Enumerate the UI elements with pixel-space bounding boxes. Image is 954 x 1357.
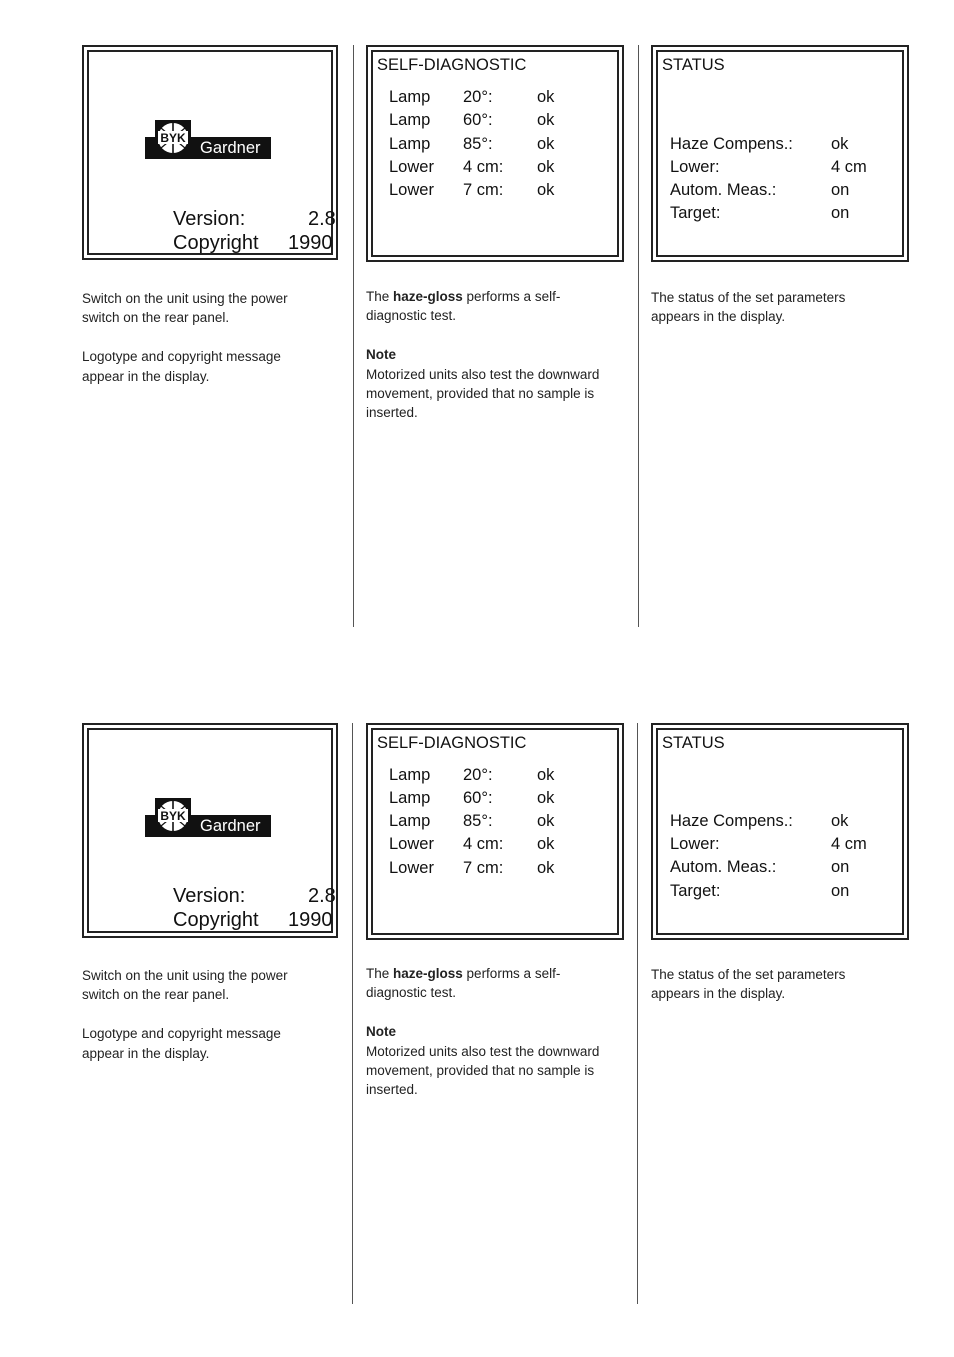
byk-logo-icon (155, 798, 191, 834)
column-divider-right (638, 45, 639, 627)
self-diagnostic-display: SELF-DIAGNOSTIC Lamp 20°: ok Lamp 60°: ok Lamp 85°: ok Lower 4 cm: ok Lower 7 cm: ok (366, 45, 624, 262)
copyright-label: Copyright (173, 232, 259, 254)
status-display: STATUS Haze Compens.: ok Lower: 4 cm Autom. Meas.: on Target: on (651, 723, 909, 940)
logo-gardner-text: Gardner (200, 817, 261, 835)
status-display: STATUS Haze Compens.: ok Lower: 4 cm Autom. Meas.: on Target: on (651, 45, 909, 262)
self-diagnostic-title: SELF-DIAGNOSTIC (377, 734, 527, 752)
version-value: 2.8 (308, 885, 336, 907)
svg-text:BYK: BYK (160, 809, 186, 823)
self-diagnostic-title: SELF-DIAGNOSTIC (377, 56, 527, 74)
logo-gardner-text: Gardner (200, 139, 261, 157)
status-description: The status of the set parameters appears in the display. (651, 290, 846, 325)
column-divider-left (352, 723, 353, 1304)
note-heading: Note (366, 347, 396, 363)
self-diagnostic-description: The haze-gloss performs a self- diagnostic test. Note Motorized units also test the downward movement, provided that no sample is inserted. (366, 289, 600, 421)
copyright-value: 1990 (288, 909, 333, 931)
self-diagnostic-display: SELF-DIAGNOSTIC Lamp 20°: ok Lamp 60°: ok Lamp 85°: ok Lower 4 cm: ok Lower 7 cm: ok (366, 723, 624, 940)
copyright-value: 1990 (288, 232, 333, 254)
version-label: Version: (173, 885, 246, 907)
byk-gardner-logo (145, 798, 275, 836)
byk-logo-icon (155, 120, 191, 156)
column-divider-left (353, 45, 354, 627)
startup-description: Switch on the unit using the power switch on the rear panel. Logotype and copyright message appear in the display. (82, 968, 288, 1061)
instruction-section-2 (0, 677, 954, 1357)
status-title: STATUS (662, 56, 725, 74)
version-value: 2.8 (308, 208, 336, 230)
copyright-label: Copyright (173, 909, 259, 931)
svg-text:BYK: BYK (160, 131, 186, 145)
self-diagnostic-description: The haze-gloss performs a self- diagnostic test. Note Motorized units also test the downward movement, provided that no sample is inserted. (366, 966, 600, 1098)
startup-display (82, 723, 338, 938)
startup-display (82, 45, 338, 260)
version-label: Version: (173, 208, 246, 230)
startup-description: Switch on the unit using the power switch on the rear panel. Logotype and copyright message appear in the display. (82, 291, 288, 384)
byk-gardner-logo (145, 120, 275, 158)
note-heading: Note (366, 1024, 396, 1040)
column-divider-right (637, 723, 638, 1304)
status-title: STATUS (662, 734, 725, 752)
status-description: The status of the set parameters appears in the display. (651, 967, 846, 1002)
